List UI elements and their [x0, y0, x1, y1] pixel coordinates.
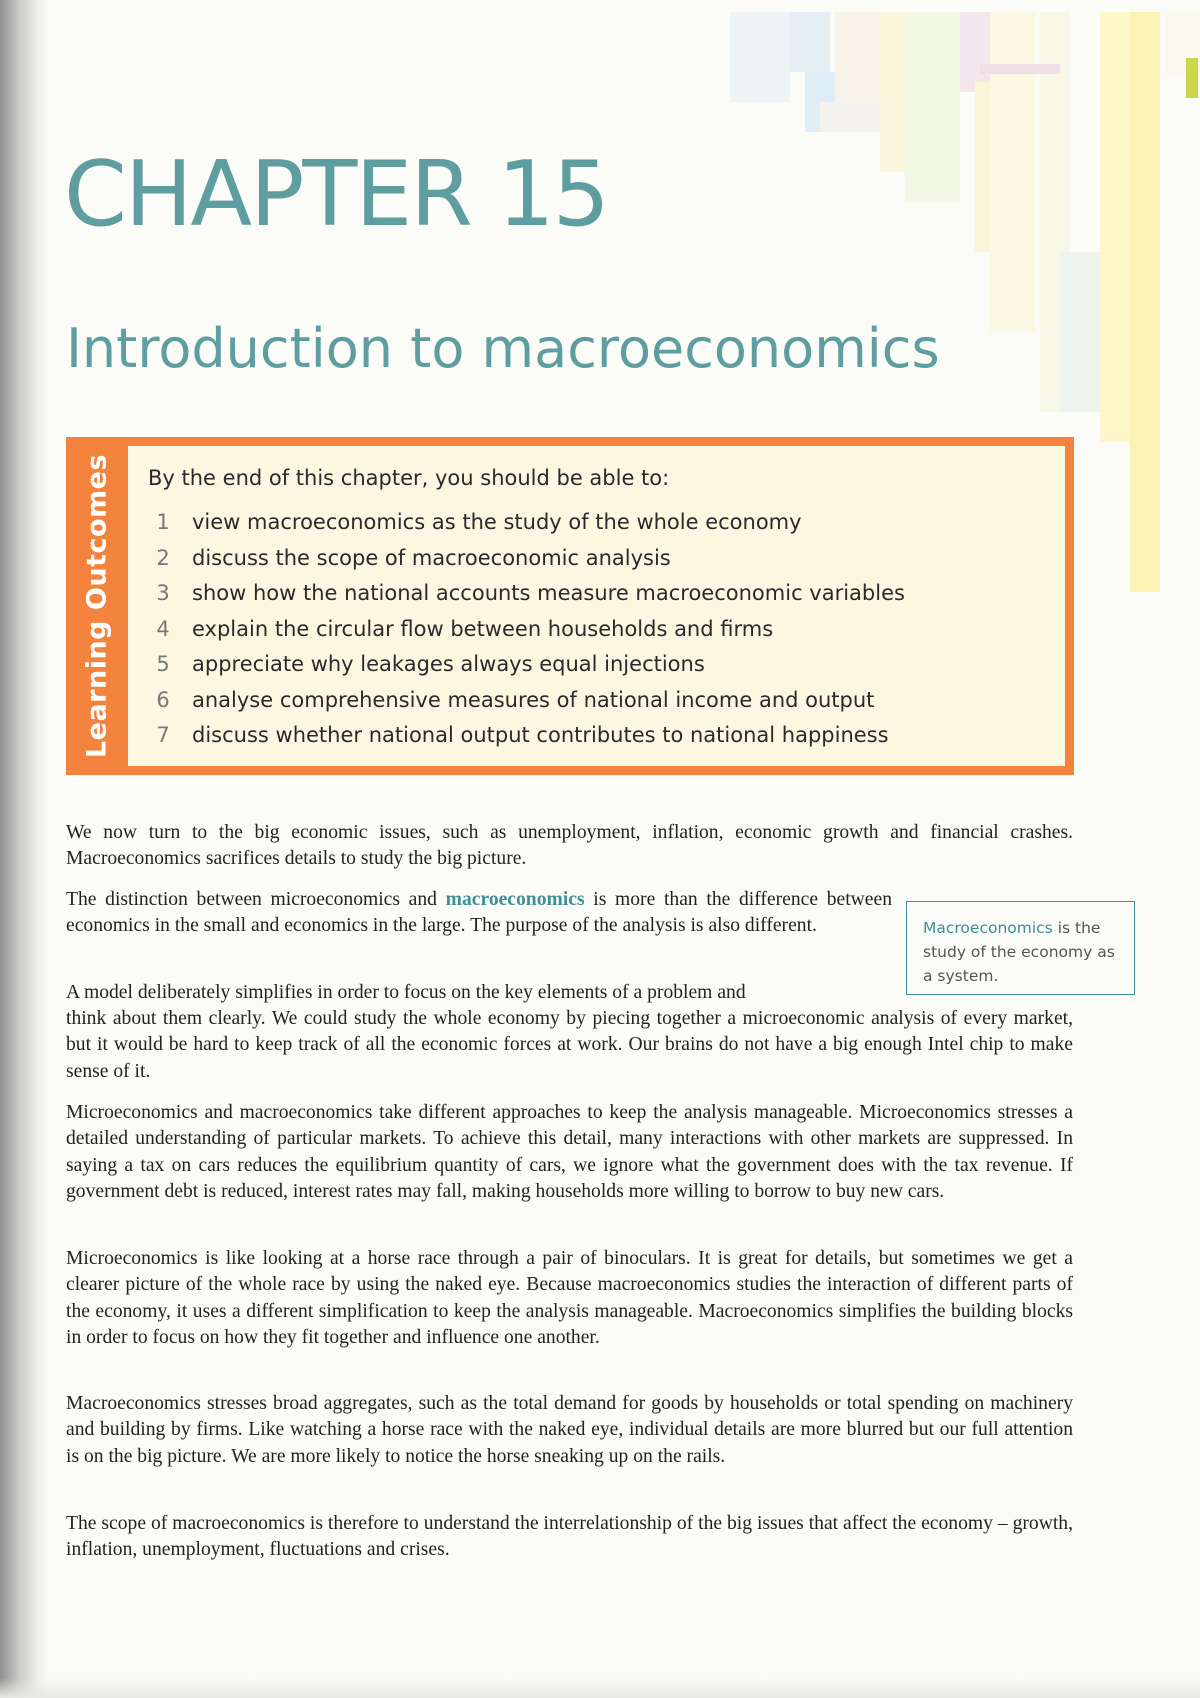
- outcome-text: discuss the scope of macroeconomic analysis: [192, 545, 671, 570]
- keyword-macroeconomics: macroeconomics: [445, 889, 585, 910]
- paragraph-intro: We now turn to the big economic issues, such as unemployment, inflation, economic growth and financial crashes. Macroeconomics sacrifices details to study the big picture.: [66, 822, 1073, 870]
- outcome-text: appreciate why leakages always equal injections: [192, 652, 705, 676]
- list-item: [148, 546, 905, 582]
- paragraph-horse-race: Microeconomics is like looking at a horse race through a pair of binoculars. It is great for details, but sometimes we get a clearer picture of the whole race by using the naked eye. Because macroeconomics studies the interaction of different parts of the economy, it uses a different simplification to keep the analysis manageable. Macroeconomics simplifies the building blocks in order to focus on how they fit together and influence one another.: [66, 1248, 1073, 1349]
- outcome-text: discuss whether national output contributes to national happiness: [192, 723, 889, 747]
- definition-text: is the study of the economy as a system.: [923, 919, 1115, 985]
- outcome-number: 2: [156, 545, 170, 570]
- outcome-number: 5: [156, 652, 170, 676]
- learning-outcomes-label: Learning Outcomes: [81, 453, 113, 759]
- definition-term: Macroeconomics: [923, 919, 1053, 937]
- outcome-text: show how the national accounts measure macroeconomic variables: [192, 581, 905, 605]
- list-item: [148, 617, 905, 653]
- outcome-number: 1: [156, 510, 170, 534]
- outcome-text: analyse comprehensive measures of national income and output: [192, 687, 875, 712]
- list-item: [148, 688, 905, 724]
- definition-margin-note: [906, 901, 1135, 995]
- chapter-number: CHAPTER 15: [64, 142, 608, 247]
- learning-outcomes-list: [148, 510, 905, 759]
- outcome-text: view macroeconomics as the study of the whole economy: [192, 510, 802, 534]
- list-item: [148, 581, 905, 617]
- list-item: [148, 723, 905, 759]
- learning-outcomes-panel: [128, 446, 1065, 766]
- paragraph-model-line1: A model deliberately simplifies in order to focus on the key elements of a problem and: [66, 982, 746, 1003]
- learning-outcomes-intro: By the end of this chapter, you should be able to:: [148, 466, 670, 490]
- outcome-number: 7: [156, 723, 170, 747]
- outcome-number: 3: [156, 581, 170, 605]
- outcome-number: 6: [156, 687, 170, 712]
- outcome-number: 4: [156, 616, 170, 641]
- outcome-text: explain the circular flow between households and firms: [192, 616, 774, 641]
- paragraph-approaches: Microeconomics and macroeconomics take different approaches to keep the analysis manageable. Microeconomics stresses a detailed understanding of particular markets. To achieve this detail, many interactions with other markets are suppressed. In saying a tax on cars reduces the equilibrium quantity of cars, we ignore what the government does with the tax revenue. If government debt is reduced, interest rates may fall, making households more willing to borrow to buy new cars.: [66, 1102, 1073, 1203]
- learning-outcomes-box: [66, 437, 1074, 775]
- paragraph-text: is more than the difference between economics in the small and economics in the large. The purpose of the analysis is also different.: [66, 889, 892, 937]
- list-item: [148, 652, 905, 688]
- chapter-title: Introduction to macroeconomics: [66, 317, 940, 380]
- learning-outcomes-sidebar: [66, 437, 128, 775]
- paragraph-text: The distinction between microeconomics and: [66, 889, 446, 910]
- paragraph-aggregates: Macroeconomics stresses broad aggregates, such as the total demand for goods by households or total spending on machinery and building by firms. Like watching a horse race with the naked eye, individual details are more blurred but our full attention is on the big picture. We are more likely to notice the horse sneaking up on the rails.: [66, 1393, 1073, 1467]
- paragraph-model: think about them clearly. We could study the whole economy by piecing together a microeconomic analysis of every market, but it would be hard to keep track of all the economic forces at work. Our brains do not have a big enough Intel chip to make sense of it.: [66, 1008, 1073, 1082]
- page-bottom-shadow: [0, 1678, 1200, 1698]
- paragraph-scope: The scope of macroeconomics is therefore to understand the interrelationship of the big issues that affect the economy – growth, inflation, unemployment, fluctuations and crises.: [66, 1513, 1073, 1561]
- paragraph-distinction: [66, 887, 892, 940]
- list-item: [148, 510, 905, 546]
